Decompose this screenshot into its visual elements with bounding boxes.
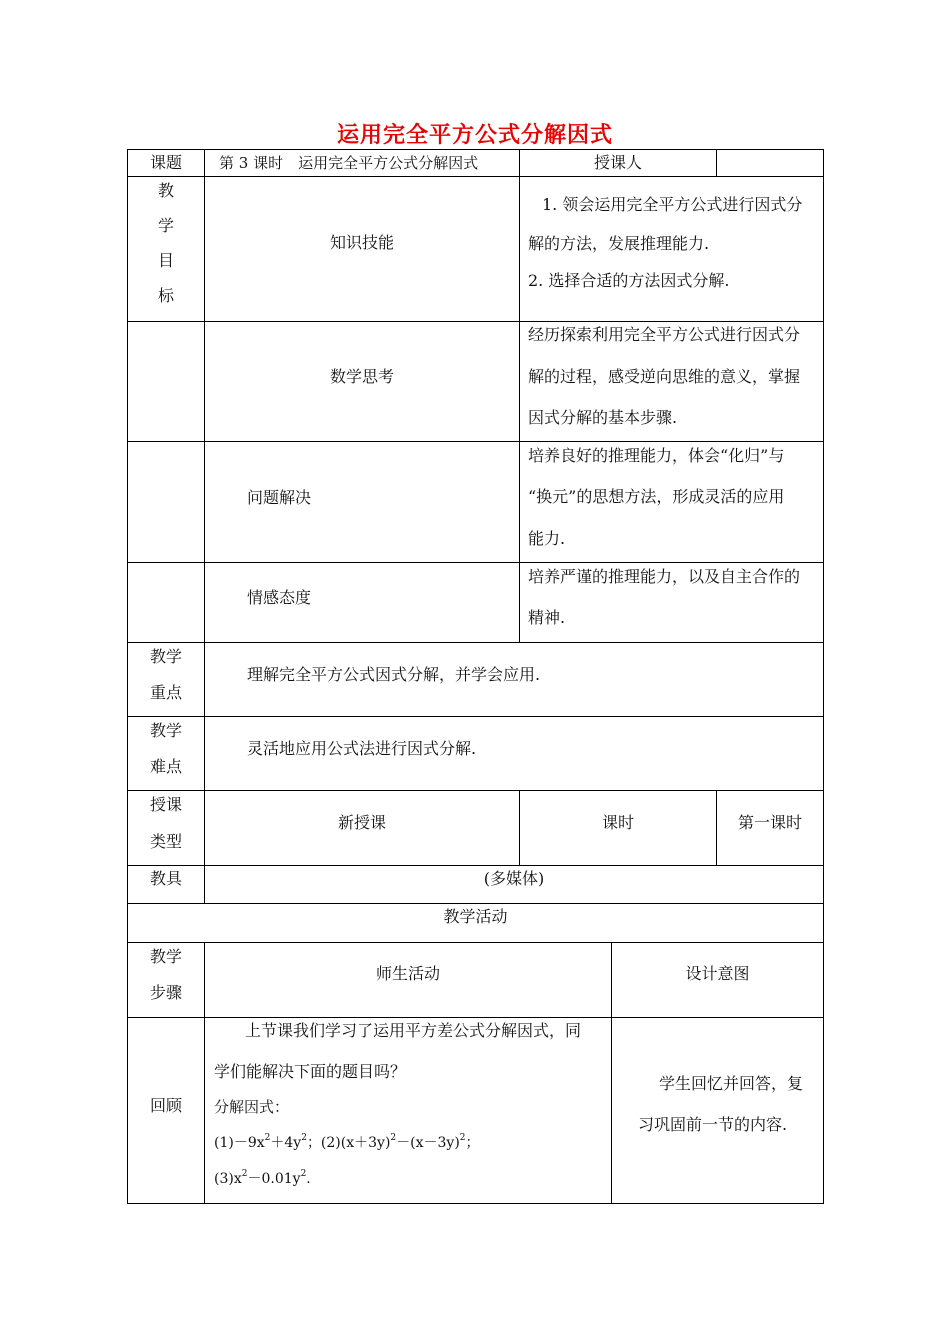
objectives-blank-cell — [127, 321, 205, 442]
problem-label: 问题解决 — [247, 488, 312, 507]
review-exercise-3: $(3)x^2-0.01y^2$. — [214, 1169, 311, 1187]
knowledge-line: 1. 领会运用完全平方公式进行因式分 — [542, 195, 803, 214]
tools-value: (多媒体) — [483, 869, 545, 888]
objectives-blank-cell — [127, 562, 205, 643]
step-label: 步骤 — [149, 983, 182, 1002]
teacher-value-cell — [716, 149, 824, 177]
objectives-label-char: 教 — [157, 181, 174, 200]
knowledge-label: 知识技能 — [329, 233, 394, 252]
keypoints-label: 教学 — [149, 647, 182, 666]
review-intent-line: 习巩固前一节的内容. — [638, 1115, 788, 1134]
objectives-label-char: 目 — [157, 251, 174, 270]
problem-line: 能力. — [528, 529, 566, 548]
attitude-label: 情感态度 — [247, 588, 312, 607]
difficulties-text: 灵活地应用公式法进行因式分解. — [247, 739, 477, 758]
step-label: 教学 — [149, 947, 182, 966]
activity-column-header: 师生活动 — [375, 964, 440, 983]
thinking-line: 解的过程，感受逆向思维的意义，掌握 — [528, 367, 801, 386]
review-intent-line: 学生回忆并回答，复 — [659, 1074, 804, 1093]
review-line: 分解因式： — [214, 1098, 290, 1116]
review-line: 学们能解决下面的题目吗？ — [214, 1062, 407, 1081]
knowledge-line: 解的方法，发展推理能力. — [528, 234, 710, 253]
activities-heading: 教学活动 — [443, 907, 508, 926]
lessontype-label: 授课 — [149, 795, 182, 814]
lessontype-label: 类型 — [149, 832, 182, 851]
attitude-line: 精神. — [528, 608, 566, 627]
knowledge-line: 2. 选择合适的方法因式分解. — [528, 271, 730, 290]
keypoints-label: 重点 — [149, 683, 182, 702]
teacher-label: 授课人 — [593, 153, 642, 172]
course-label: 课题 — [149, 153, 182, 172]
difficulties-label: 教学 — [149, 721, 182, 740]
lessontype-value: 新授课 — [337, 813, 386, 832]
thinking-line: 经历探索利用完全平方公式进行因式分 — [528, 325, 801, 344]
hours-label: 课时 — [601, 813, 634, 832]
review-line: 上节课我们学习了运用平方差公式分解因式，同 — [245, 1021, 582, 1040]
course-value: 第 3 课时 运用完全平方公式分解因式 — [219, 154, 479, 172]
difficulties-label: 难点 — [149, 757, 182, 776]
thinking-label: 数学思考 — [329, 367, 394, 386]
intent-column-header: 设计意图 — [685, 964, 750, 983]
tools-label: 教具 — [149, 869, 182, 888]
objectives-label-char: 学 — [157, 216, 174, 235]
attitude-line: 培养严谨的推理能力，以及自主合作的 — [528, 567, 801, 586]
objectives-blank-cell — [127, 441, 205, 563]
problem-line: 培养良好的推理能力，体会“化归”与 — [528, 446, 785, 465]
keypoints-text: 理解完全平方公式因式分解，并学会应用. — [247, 665, 541, 684]
problem-line: “换元”的思想方法，形成灵活的应用 — [528, 487, 785, 506]
thinking-line: 因式分解的基本步骤. — [528, 408, 678, 427]
objectives-label-char: 标 — [157, 286, 174, 305]
review-exercise-1-2: $(1)-9x^2+4y^2$；$(2)(x+3y)^2-(x-3y)^2$； — [214, 1133, 480, 1151]
hours-value: 第一课时 — [737, 813, 802, 832]
page-title: 运用完全平方公式分解因式 — [336, 122, 613, 148]
review-intent-cell — [611, 1017, 824, 1204]
review-label: 回顾 — [149, 1096, 182, 1115]
